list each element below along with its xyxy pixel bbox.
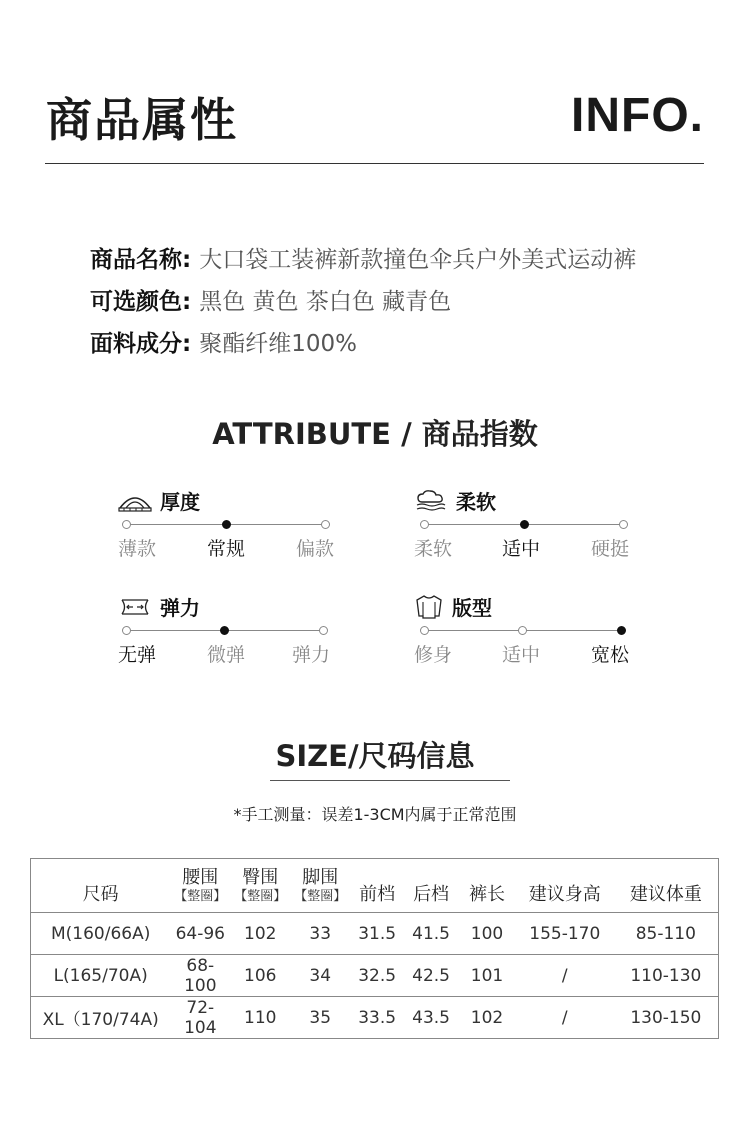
attr-softness-opt-3: 硬挺: [591, 538, 630, 560]
cell-front-rise: 33.5: [358, 1007, 397, 1028]
cell-size: M(160/66A): [50, 923, 151, 944]
color-options-value: 黑色 黄色 茶白色 藏青色: [199, 289, 452, 315]
measurement-note: *手工测量：误差1-3CM内属于正常范围: [233, 805, 517, 824]
attr-elasticity-opt-3: 弹力: [292, 644, 331, 666]
cell-length: 101: [470, 965, 504, 986]
scale-dot: [420, 520, 429, 529]
attr-elasticity: [118, 592, 338, 672]
scale-dot-selected: [220, 626, 229, 635]
table-row: [31, 955, 719, 997]
attr-thickness-name: 厚度: [160, 490, 200, 514]
attr-elasticity-scale: [122, 626, 328, 636]
cell-waist: 72-104: [184, 997, 217, 1038]
size-title: SIZE/尺码信息: [275, 739, 475, 773]
stretch-elasticity-icon: [118, 596, 152, 618]
product-name-label: 商品名称:: [90, 247, 192, 273]
scale-dot: [518, 626, 527, 635]
garment-fit-icon: [414, 594, 444, 620]
col-length: 裤长: [468, 884, 505, 905]
cell-front-rise: 31.5: [358, 923, 397, 944]
table-row: [31, 913, 719, 955]
cell-size: L(165/70A): [53, 965, 148, 986]
cell-height: /: [561, 1007, 568, 1028]
cell-length: 102: [470, 1007, 504, 1028]
attr-softness-name: 柔软: [456, 490, 496, 514]
attribute-title: ATTRIBUTE / 商品指数: [212, 417, 538, 451]
cell-weight: 110-130: [630, 965, 702, 986]
ruler-thickness-icon: [118, 490, 152, 512]
scale-dot-selected: [222, 520, 231, 529]
attr-softness-opt-1: 柔软: [414, 538, 453, 560]
cell-hip: 110: [244, 1007, 277, 1028]
fabric-value: 聚酯纤维100%: [199, 331, 357, 357]
scale-dot-selected: [617, 626, 626, 635]
attr-softness-scale: [420, 520, 628, 530]
cell-leg: 33: [309, 923, 332, 944]
attr-fit-opt-2: 适中: [502, 644, 541, 666]
attr-elasticity-head: [118, 592, 338, 621]
scale-dot: [319, 626, 328, 635]
col-hip: 臀围 【整圈】: [234, 867, 287, 904]
attr-elasticity-name: 弹力: [160, 596, 200, 620]
header-divider: [45, 163, 704, 164]
col-back-rise: 后档: [413, 884, 450, 905]
attr-fit: [414, 592, 634, 672]
cell-back-rise: 41.5: [412, 923, 450, 944]
scale-dot: [619, 520, 628, 529]
attr-fit-head: [414, 592, 634, 621]
cell-length: 100: [470, 923, 504, 944]
scale-dot: [122, 626, 131, 635]
scale-dot: [321, 520, 330, 529]
attr-thickness: [118, 486, 338, 566]
cell-hip: 102: [244, 923, 277, 944]
attr-thickness-scale: [122, 520, 330, 530]
fabric-label: 面料成分:: [90, 331, 192, 357]
scale-dot: [122, 520, 131, 529]
product-name-value: 大口袋工装裤新款撞色伞兵户外美式运动裤: [199, 247, 637, 273]
attr-thickness-opt-2: 常规: [207, 538, 246, 560]
attr-fit-opt-3: 宽松: [591, 644, 630, 666]
cell-leg: 34: [309, 965, 332, 986]
col-waist: 腰围 【整圈】: [174, 867, 227, 904]
cell-leg: 35: [309, 1007, 332, 1028]
cloud-softness-icon: [414, 490, 448, 512]
col-size: 尺码: [82, 884, 119, 905]
cell-size: XL（170/74A): [42, 1010, 159, 1030]
cell-weight: 130-150: [630, 1007, 702, 1028]
scale-dot-selected: [520, 520, 529, 529]
attr-fit-scale: [420, 626, 626, 636]
attr-elasticity-opt-2: 微弹: [207, 644, 246, 666]
col-front-rise: 前档: [359, 884, 396, 905]
col-weight: 建议体重: [629, 884, 702, 905]
table-row: [31, 997, 719, 1039]
attr-softness-head: [414, 486, 634, 515]
size-table: [30, 858, 719, 1039]
attr-elasticity-opt-1: 无弹: [118, 644, 157, 666]
attr-fit-opt-1: 修身: [414, 644, 453, 666]
cell-height: 155-170: [529, 923, 601, 944]
product-name-row: [90, 241, 636, 274]
cell-back-rise: 42.5: [412, 965, 450, 986]
color-options-row: [90, 283, 451, 316]
cell-back-rise: 43.5: [412, 1007, 450, 1028]
cell-waist: 68-100: [184, 955, 217, 996]
col-leg: 脚围 【整圈】: [294, 867, 347, 904]
cell-height: /: [561, 965, 568, 986]
attr-softness-opt-2: 适中: [502, 538, 541, 560]
cell-weight: 85-110: [635, 923, 696, 944]
info-heading: INFO.: [571, 89, 704, 142]
size-table-header: [31, 859, 719, 913]
scale-dot: [420, 626, 429, 635]
attr-thickness-opt-1: 薄款: [118, 538, 157, 560]
col-height: 建议身高: [528, 884, 601, 905]
color-options-label: 可选颜色:: [90, 289, 192, 315]
cell-hip: 106: [244, 965, 277, 986]
cell-waist: 64-96: [175, 923, 225, 944]
fabric-row: [90, 325, 357, 358]
attr-softness: [414, 486, 634, 566]
attr-fit-name: 版型: [452, 596, 492, 620]
attr-thickness-opt-3: 偏款: [296, 538, 335, 560]
cell-front-rise: 32.5: [358, 965, 397, 986]
page-title: 商品属性: [46, 93, 238, 147]
size-title-underline: [270, 780, 510, 781]
attr-thickness-head: [118, 486, 338, 515]
